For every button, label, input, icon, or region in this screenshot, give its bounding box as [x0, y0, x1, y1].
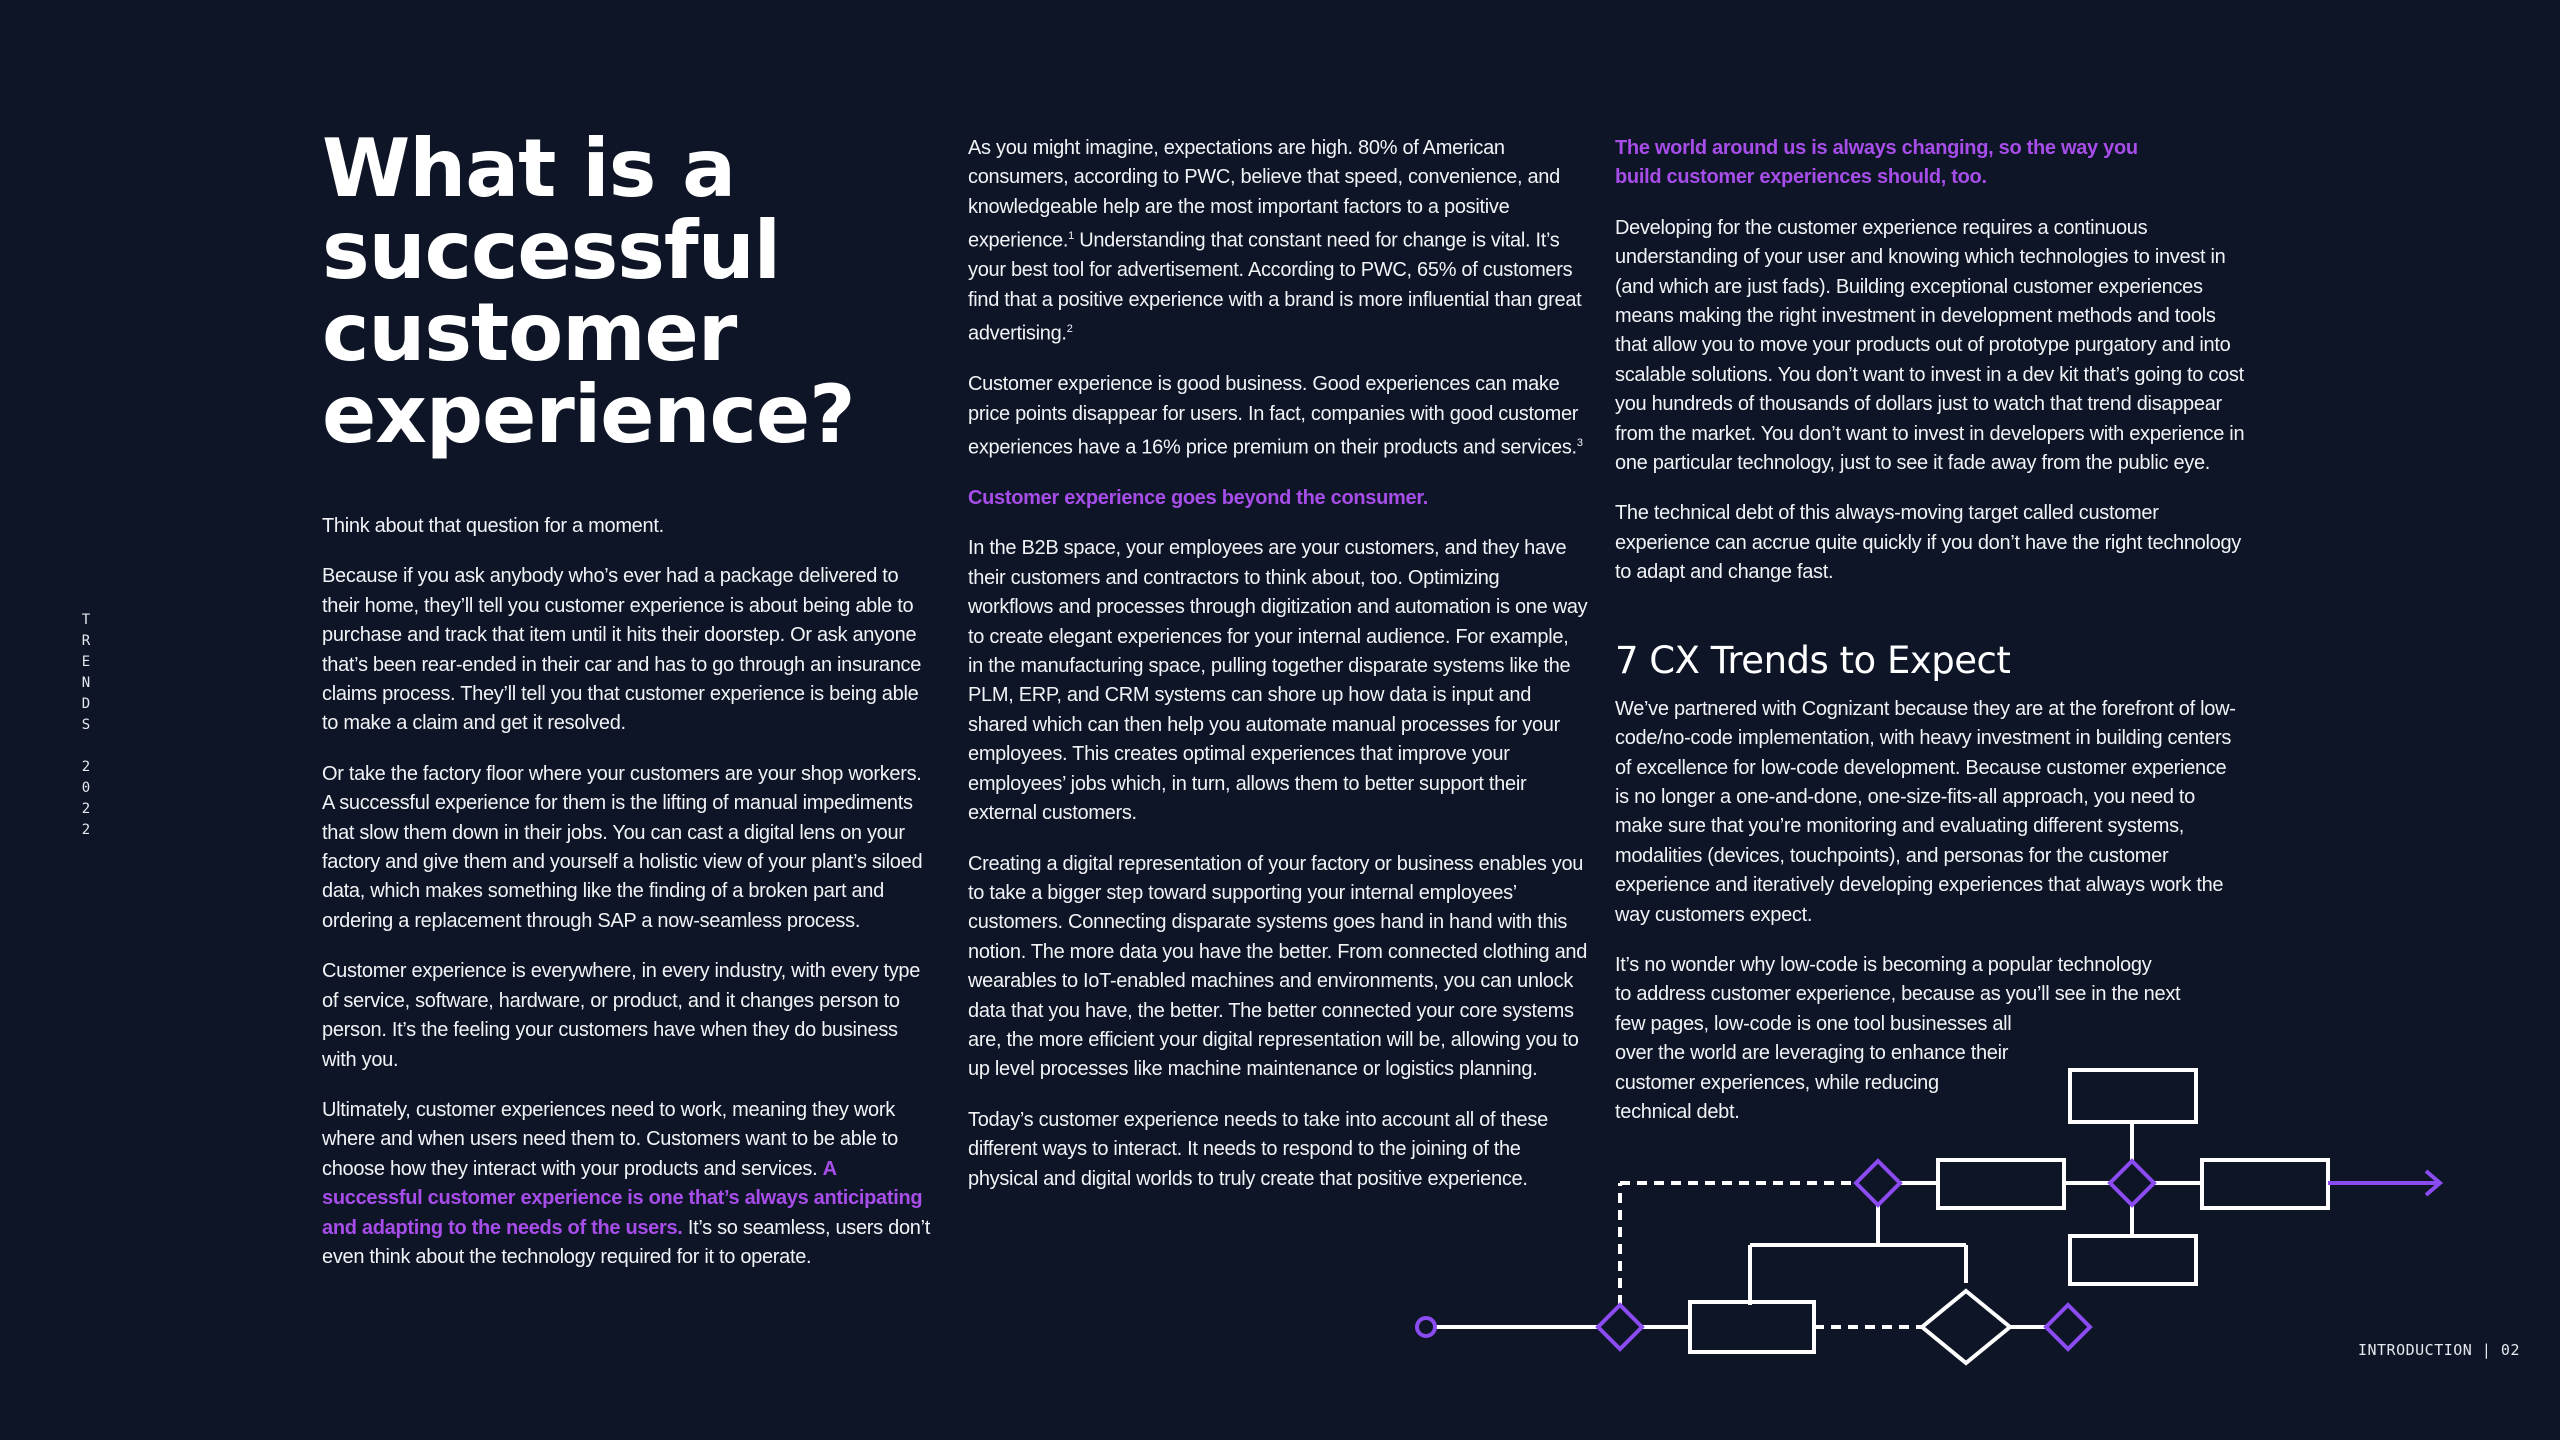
flow-box [2070, 1070, 2196, 1122]
side-digit: 0 [81, 780, 91, 796]
flow-accent-diamond [1598, 1305, 1642, 1349]
paragraph: The technical debt of this always-moving target called customer experience can accrue quite quickly if you don’t have the right technology to adapt and change fast. [1615, 502, 2241, 584]
side-letter: R [81, 633, 91, 649]
section-subheading: The world around us is always changing, so the way you build customer experiences should, too. [1615, 137, 2138, 189]
paragraph: Because if you ask anybody who’s ever had a package delivered to their home, they’ll tell you customer experience is about being able to purchase and track that item until it hits their doorstep. Or ask anyone that’s been rear-ended in their car and has to go through an insurance claims process. They’ll tell you that customer experience is being able to make a claim and get it resolved. [322, 565, 922, 735]
flow-accent-diamond [2110, 1161, 2154, 1205]
text-line: technical debt. [1615, 1100, 1740, 1123]
flow-box [1938, 1160, 2064, 1208]
flow-box [1690, 1302, 1814, 1352]
paragraph: In the B2B space, your employees are your customers, and they have their customers and contractors to think about, too. Optimizing workflows and processes through digitization and automation is one way to create elegant experiences for your internal audience. For example, in the manufacturing space, pulling together disparate systems like the PLM, ERP, and CRM systems can shore up how data is input and shared which can then help you automate manual processes for your employees. This creates optimal experiences that improve your employees’ jobs which, in turn, allows them to better support their external customers. [968, 537, 1588, 825]
flow-box [2070, 1236, 2196, 1284]
text-line: It’s no wonder why low-code is becoming a popular technology [1615, 953, 2152, 976]
text-line: few pages, low-code is one tool businesses all [1615, 1012, 2012, 1035]
highlight-text: A successful customer experience is one that’s always anticipating and adapting to the needs of the users. [322, 1157, 923, 1239]
footnote-ref[interactable]: 2 [1066, 323, 1073, 336]
text-line: customer experiences, while reducing [1615, 1071, 1939, 1094]
flow-accent-diamond [1856, 1161, 1900, 1205]
side-digit: 2 [81, 801, 91, 817]
page-title: What is a successful customer experience? [322, 122, 855, 461]
footnote-ref[interactable]: 3 [1576, 436, 1583, 449]
flow-start-node [1417, 1318, 1435, 1336]
text-run: Understanding that constant need for change is vital. It’s your best tool for advertisement. According to PWC, 65% of customers find that a positive experience with a brand is more influential than great advertising. [968, 229, 1582, 345]
paragraph: Or take the factory floor where your customers are your shop workers. A successful experience for them is the lifting of manual impediments that slow them down in their jobs. You can cast a digital lens on your factory and give them and yourself a holistic view of your plant’s siloed data, which makes something like the finding of a broken part and ordering a replacement through SAP a now-seamless process. [322, 762, 923, 932]
paragraph: We’ve partnered with Cognizant because they are at the forefront of low-code/no-code implementation, with heavy investment in building centers of excellence for low-code development. Because customer experience is no longer a one-and-done, one-size-fits-all approach, you need to make sure that you’re monitoring and evaluating different systems, modalities (devices, touchpoints), and personas for the customer experience and iteratively developing experiences that always work the way customers expect. [1615, 697, 2236, 926]
section-title: 7 CX Trends to Expect [1615, 638, 2011, 682]
text-line: over the world are leveraging to enhance their [1615, 1042, 2009, 1065]
text-run: Customer experience is good business. Good experiences can make price points disappear for users. In fact, companies with good customer experiences have a 16% price premium on their products and services. [968, 373, 1579, 459]
flow-decision-diamond [1922, 1291, 2010, 1363]
side-digit: 2 [81, 759, 91, 775]
paragraph: Customer experience is everywhere, in every industry, with every type of service, software, hardware, or product, and it changes person to person. It’s the feeling your customers have when they do business with you. [322, 960, 921, 1071]
side-digit: 2 [81, 822, 91, 838]
side-letter: D [81, 696, 91, 712]
flow-box [2202, 1160, 2328, 1208]
text-line: to address customer experience, because as you’ll see in the next [1615, 983, 2181, 1006]
side-letter: E [81, 654, 91, 670]
flow-accent-diamond [2046, 1305, 2090, 1349]
paragraph: Creating a digital representation of your factory or business enables you to take a bigger step toward supporting your internal employees’ customers. Connecting disparate systems goes hand in hand with this notion. The more data you have the better. From connected clothing and wearables to IoT-enabled machines and environments, you can unlock data that you have, the better. The better connected your core systems are, the more efficient your digital representation will be, allowing you to up level processes like machine maintenance or logistics planning. [968, 852, 1588, 1081]
page-footer: INTRODUCTION | 02 [2357, 1341, 2520, 1359]
footnote-ref[interactable]: 1 [1068, 230, 1074, 243]
side-letter: S [81, 717, 91, 733]
paragraph: Today’s customer experience needs to take into account all of these different ways to interact. It needs to respond to the joining of the physical and digital worlds to truly create that positive experience. [968, 1108, 1548, 1190]
side-letter: T [81, 612, 91, 628]
paragraph: Think about that question for a moment. [322, 515, 664, 537]
side-letter: N [81, 675, 91, 691]
text-run: As you might imagine, expectations are high. 80% of American consumers, according to PWC, believe that speed, convenience, and knowledgeable help are the most important factors to a positive experience. [968, 137, 1560, 252]
section-subheading: Customer experience goes beyond the consumer. [968, 487, 1428, 510]
text-run: Ultimately, customer experiences need to work, meaning they work where and when users need them to. Customers want to be able to choose how they interact with your products and services. [322, 1098, 898, 1180]
paragraph: Developing for the customer experience requires a continuous understanding of your user and knowing which technologies to invest in (and which are just fads). Building exceptional customer experiences means making the right investment in development methods and tools that allow you to move your products out of prototype purgatory and into scalable solutions. You don’t want to invest in a dev kit that’s going to cost you hundreds of thousands of dollars just to watch that trend disappear from the market. You don’t want to invest in developers with experience in one particular technology, just to see it fade away from the public eye. [1615, 216, 2245, 475]
text-run: It’s so seamless, users don’t even think about the technology required for it to operate. [322, 1216, 930, 1268]
